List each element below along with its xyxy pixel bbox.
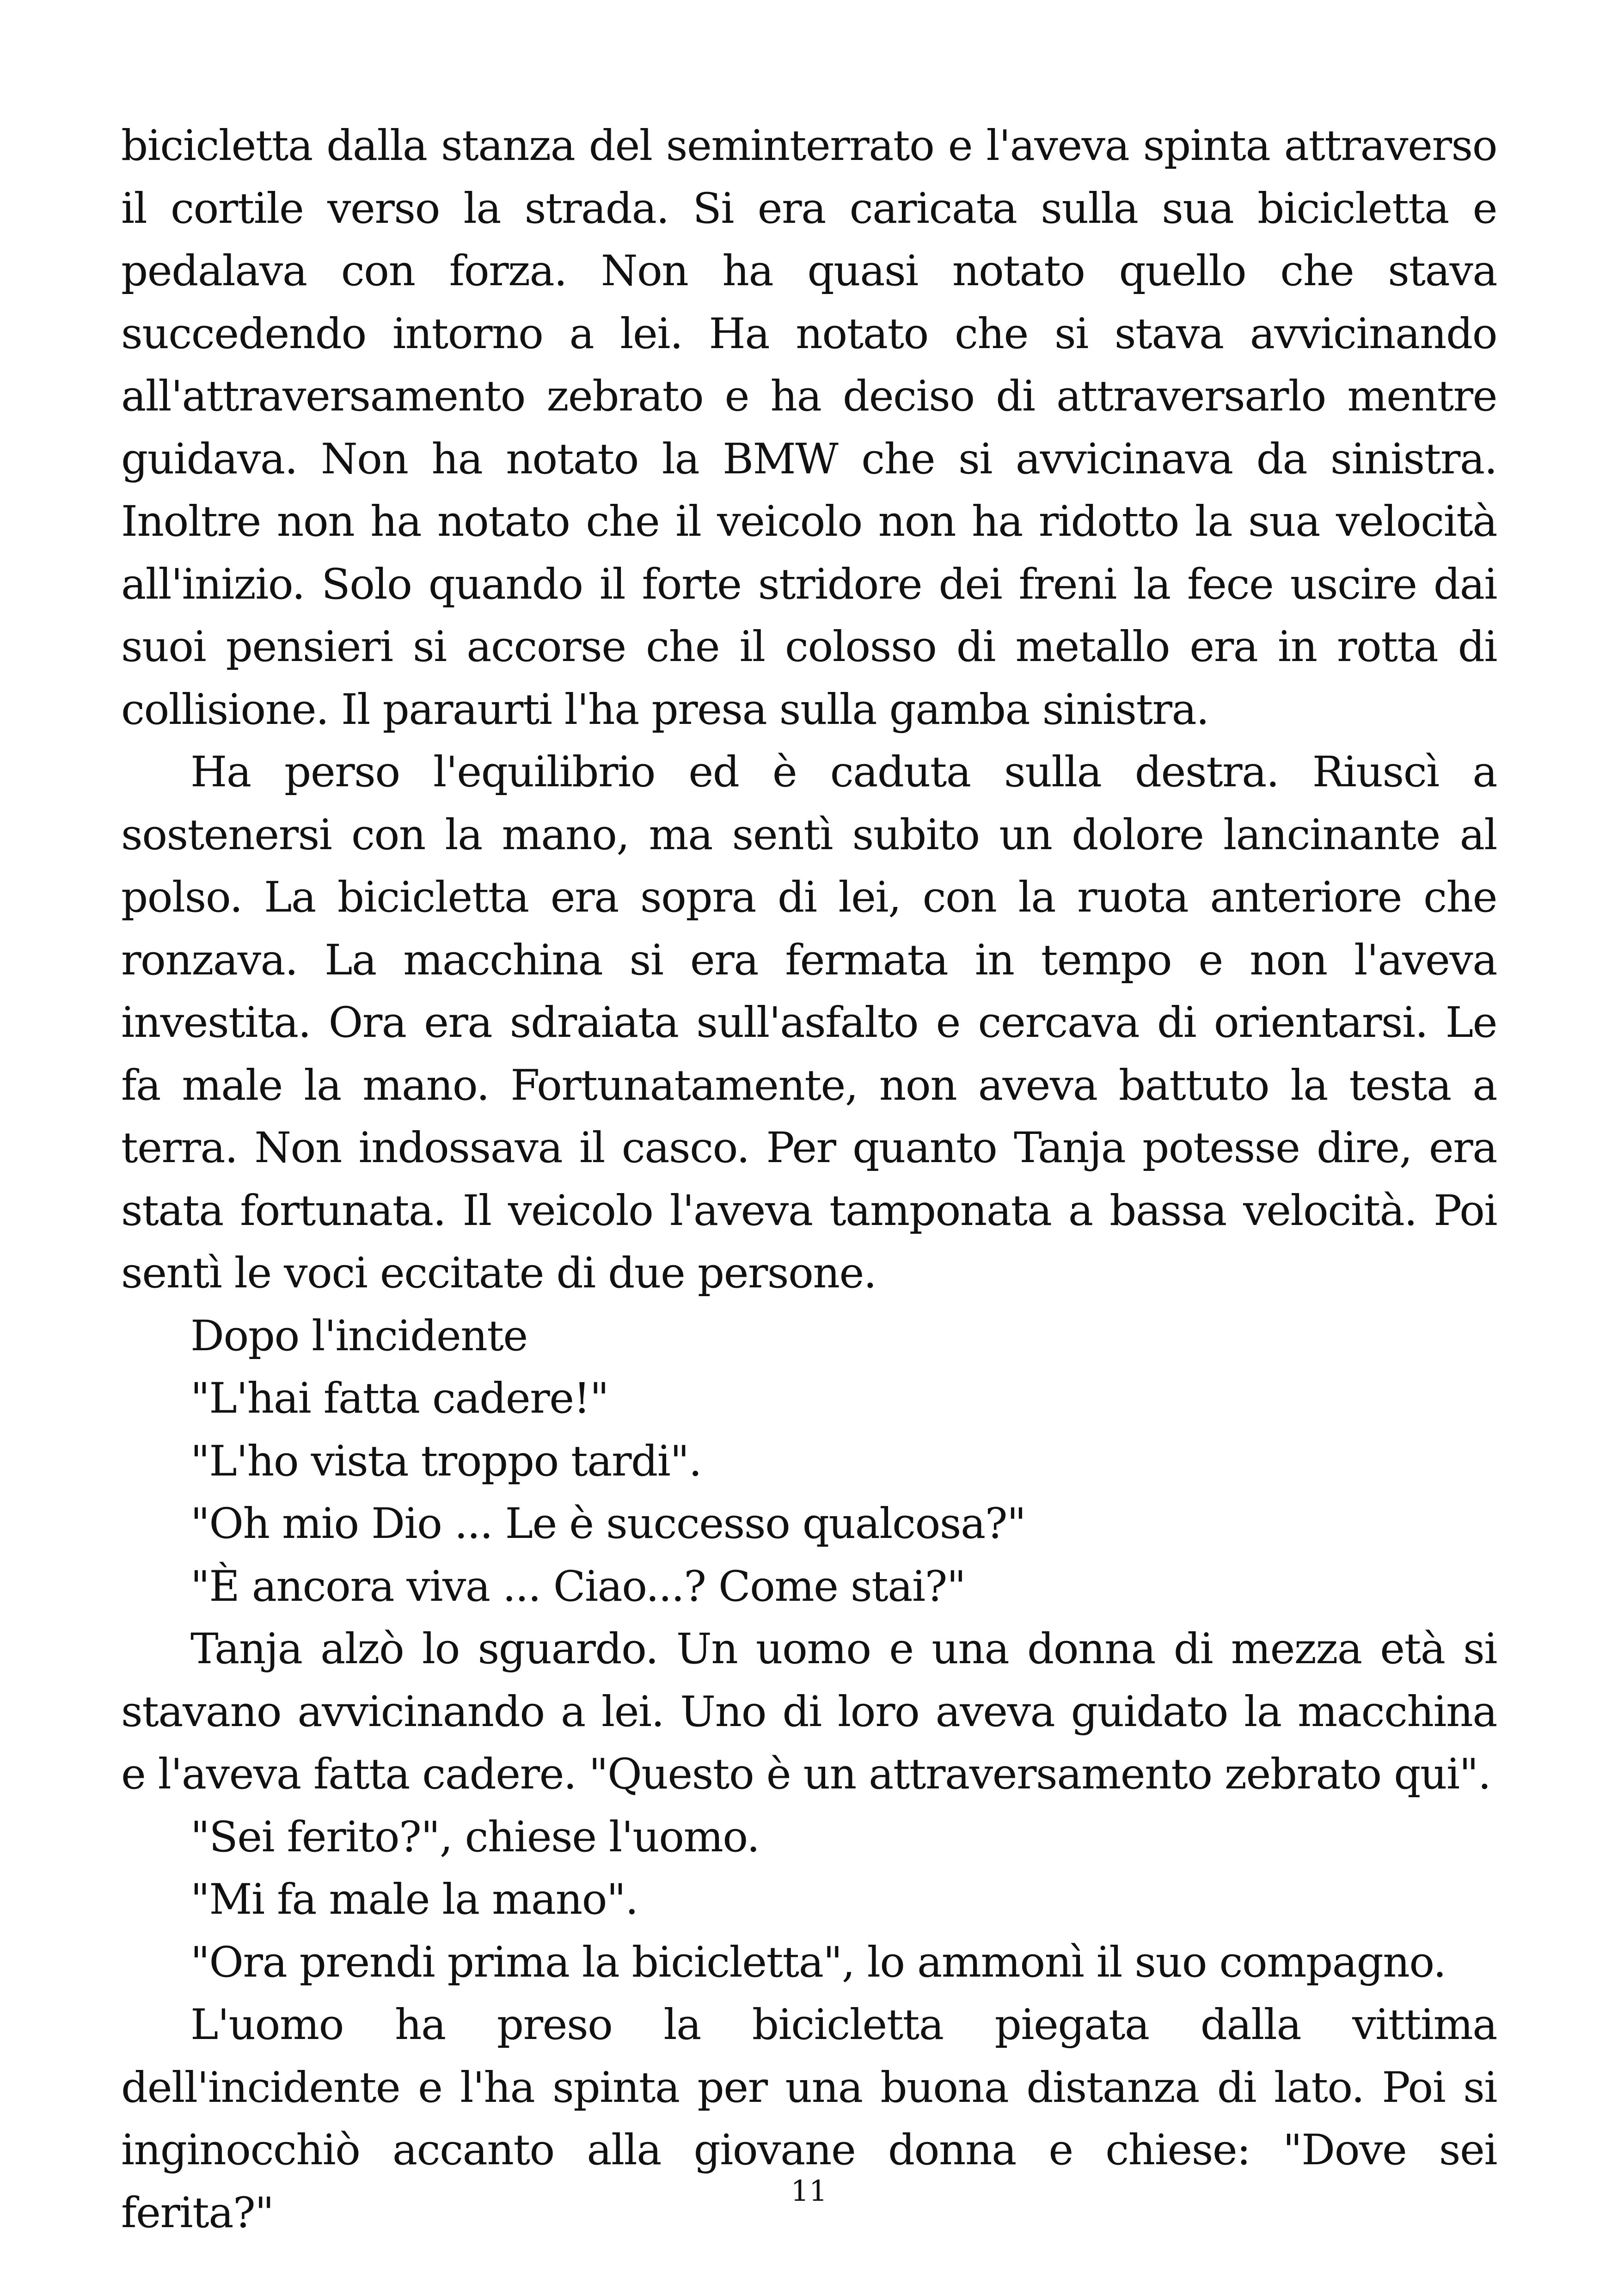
section-heading: Dopo l'incidente <box>190 1311 527 1360</box>
dialogue-line: "Ora prendi prima la bicicletta", lo ammonì il suo compagno. <box>190 1938 1446 1987</box>
dialogue-line: "Oh mio Dio ... Le è successo qualcosa?" <box>190 1500 1026 1548</box>
paragraph: Tanja alzò lo sguardo. Un uomo e una donna di mezza età si stavano avvicinando a lei. Uno di loro aveva guidato la macchina e l'aveva fatta cadere. "Questo è un attraversamento zebrato qui". <box>121 1625 1497 1799</box>
paragraph: Ha perso l'equilibrio ed è caduta sulla destra. Riuscì a sostenersi con la mano, ma sentì subito un dolore lancinante al polso. La bicicletta era sopra di lei, con la ruota anteriore che ronzava. La macchina si era fermata in tempo e non l'aveva investita. Ora era sdraiata sull'asfalto e cercava di orientarsi. Le fa male la mano. Fortunatamente, non aveva battuto la testa a terra. Non indossava il casco. Per quanto Tanja potesse dire, era stata fortunata. Il veicolo l'aveva tamponata a bassa velocità. Poi sentì le voci eccitate di due persone. <box>121 748 1497 1298</box>
page-text <box>121 115 1497 2244</box>
dialogue-line: "L'ho vista troppo tardi". <box>190 1437 702 1486</box>
page-number: 11 <box>791 2174 827 2208</box>
paragraph: bicicletta dalla stanza del seminterrato e l'aveva spinta attraverso il cortile verso la strada. Si era caricata sulla sua bicicletta e pedalava con forza. Non ha quasi notato quello che stava succedendo intorno a lei. Ha notato che si stava avvicinando all'attraversamento zebrato e ha deciso di attraversarlo mentre guidava. Non ha notato la BMW che si avvicinava da sinistra. Inoltre non ha notato che il veicolo non ha ridotto la sua velocità all'inizio. Solo quando il forte stridore dei freni la fece uscire dai suoi pensieri si accorse che il colosso di metallo era in rotta di collisione. Il paraurti l'ha presa sulla gamba sinistra. <box>121 122 1497 734</box>
dialogue-line: "Mi fa male la mano". <box>190 1875 638 1924</box>
dialogue-line: "È ancora viva ... Ciao...? Come stai?" <box>190 1562 966 1611</box>
paragraph: L'uomo ha preso la bicicletta piegata dalla vittima dell'incidente e l'ha spinta per una buona distanza di lato. Poi si inginocchiò accanto alla giovane donna e chiese: "Dove sei ferita?" <box>121 2001 1497 2237</box>
dialogue-line: "Sei ferito?", chiese l'uomo. <box>190 1812 760 1861</box>
dialogue-line: "L'hai fatta cadere!" <box>190 1374 609 1423</box>
